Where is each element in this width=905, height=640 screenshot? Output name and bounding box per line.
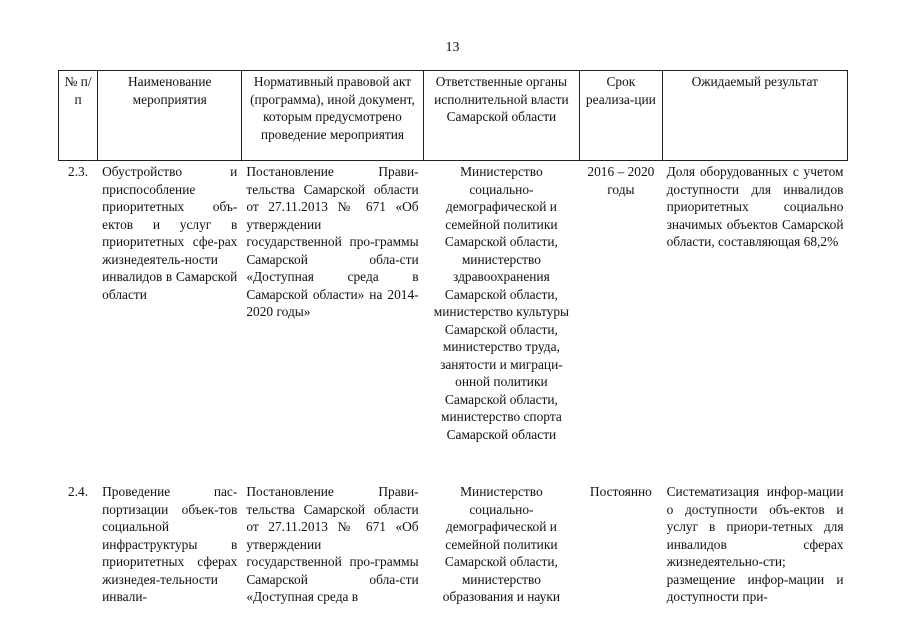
- header-legal-act: Нормативный правовой акт (программа), иной документ, которым предусмотрено проведение мероприятия: [242, 71, 423, 161]
- row-measure-name: Проведение пас-портизации объек-тов социальной инфраструктуры в приоритетных сферах жизнедея-тельности инвали-: [102, 484, 238, 604]
- header-responsible-bodies: Ответственные органы исполнительной власти Самарской области: [423, 71, 580, 161]
- header-number: № п/п: [59, 71, 98, 161]
- header-term: Срок реализа-ции: [580, 71, 662, 161]
- table-row: [59, 161, 848, 482]
- table-row: [59, 481, 848, 606]
- row-term: Постоянно: [589, 484, 652, 499]
- page-number: 13: [445, 40, 460, 55]
- row-legal-act: Постановление Прави-тельства Самарской области от 27.11.2013 № 671 «Об утверждении государственной про-граммы Самарской обла-сти «Доступная среда в: [246, 484, 419, 604]
- row-expected-result: Систематизация инфор-мации о доступности объ-ектов и услуг в приори-тетных для инвалидов сферах жизнедеятельно-сти; размещение инфор-мации и доступности при-: [666, 484, 844, 604]
- header-measure-name: Наименование мероприятия: [98, 71, 242, 161]
- row-number: 2.3.: [68, 164, 89, 179]
- table-header-row: [59, 71, 848, 161]
- row-term: 2016 – 2020 годы: [587, 164, 655, 197]
- header-expected-result: Ожидаемый результат: [662, 71, 847, 161]
- row-measure-name: Обустройство и приспособление приоритетных объ-ектов и услуг в приоритетных сфе-рах жизнедеятель-ности инвалидов в Самарской области: [102, 164, 238, 302]
- measures-table: [58, 70, 848, 606]
- row-responsible-bodies: Министерство социально-демографической и семейной политики Самарской области, министерство образования и науки: [442, 484, 561, 604]
- row-expected-result: Доля оборудованных с учетом доступности для инвалидов приоритетных социально значимых объектов Самарской области, составляющая 68,2%: [666, 164, 844, 249]
- row-responsible-bodies: Министерство социально-демографической и семейной политики Самарской области, министерство здравоохранения Самарской области, министерство культуры Самарской области, министерство труда, занятости и миграци-онной политики Самарской области, министерство спорта Самарской области: [433, 164, 570, 442]
- row-number: 2.4.: [68, 484, 89, 499]
- row-legal-act: Постановление Прави-тельства Самарской области от 27.11.2013 № 671 «Об утверждении государственной про-граммы Самарской обла-сти «Доступная среда в Самарской области» на 2014-2020 годы»: [246, 164, 419, 319]
